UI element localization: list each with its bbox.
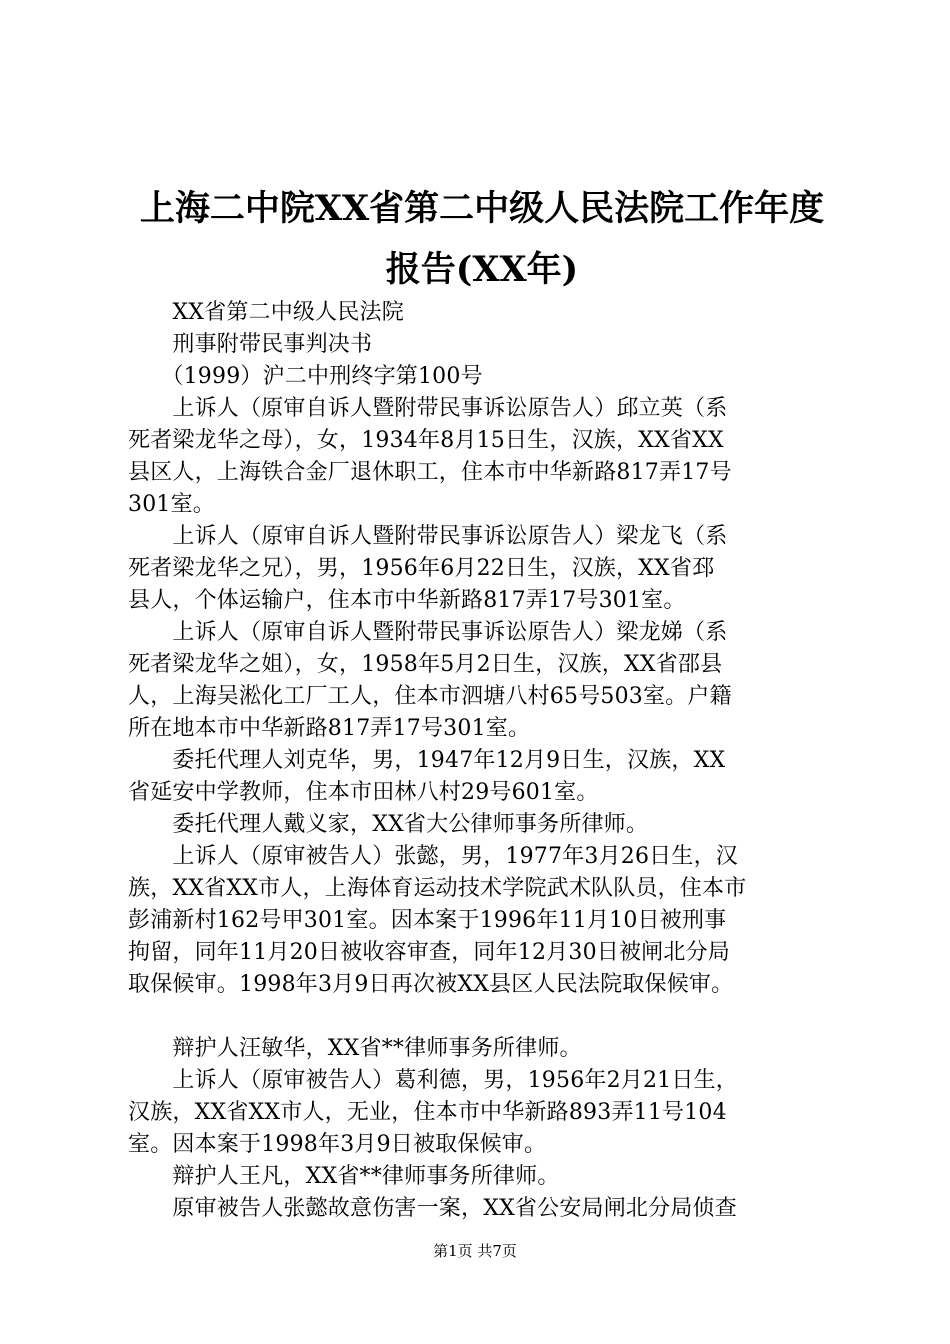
body-text-line: 汉族，XX省XX市人，无业，住本市中华新路893弄11号104 xyxy=(128,1100,727,1125)
body-text-line: 上诉人（原审自诉人暨附带民事诉讼原告人）梁龙娣（系 xyxy=(128,620,728,645)
body-text-line: XX省第二中级人民法院 xyxy=(128,300,404,325)
body-text-line: 委托代理人戴义家，XX省大公律师事务所律师。 xyxy=(128,812,649,837)
body-text-line: 取保候审。1998年3月9日再次被XX县区人民法院取保候审。 xyxy=(128,972,734,997)
body-text-line: 上诉人（原审自诉人暨附带民事诉讼原告人）邱立英（系 xyxy=(128,396,728,421)
body-text-line: 所在地本市中华新路817弄17号301室。 xyxy=(128,716,531,741)
body-text-line: （1999）沪二中刑终字第100号 xyxy=(128,364,483,389)
body-text-line: 死者梁龙华之姐），女，1958年5月2日生，汉族，XX省邵县 xyxy=(128,652,723,677)
body-text-line: 辩护人王凡，XX省**律师事务所律师。 xyxy=(128,1164,560,1189)
body-text-line: 委托代理人刘克华，男，1947年12月9日生，汉族，XX xyxy=(128,748,726,773)
body-text-line: 县区人，上海铁合金厂退休职工，住本市中华新路817弄17号 xyxy=(128,460,732,485)
body-text-line: 彭浦新村162号甲301室。因本案于1996年11月10日被刑事 xyxy=(128,908,727,933)
body-text-line: 族，XX省XX市人，上海体育运动技术学院武术队队员，住本市 xyxy=(128,876,747,901)
body-text-line: 上诉人（原审自诉人暨附带民事诉讼原告人）梁龙飞（系 xyxy=(128,524,728,549)
body-text-line: 省延安中学教师，住本市田林八村29号601室。 xyxy=(128,780,599,805)
body-text-line: 上诉人（原审被告人）张懿，男，1977年3月26日生，汉 xyxy=(128,844,738,869)
body-text-line: 刑事附带民事判决书 xyxy=(128,332,373,357)
blank-line xyxy=(128,1001,838,1033)
body-text-line: 301室。 xyxy=(128,492,215,517)
document-body xyxy=(128,297,838,1225)
body-text-line: 室。因本案于1998年3月9日被取保候审。 xyxy=(128,1132,547,1157)
body-text-line: 死者梁龙华之兄），男，1956年6月22日生，汉族，XX省邳 xyxy=(128,556,715,581)
document-title-line-1: 上海二中院XX省第二中级人民法院工作年度 xyxy=(139,188,825,229)
page-number-footer: 第1页 共7页 xyxy=(433,1242,517,1260)
body-text-line: 县人，个体运输户，住本市中华新路817弄17号301室。 xyxy=(128,588,686,613)
body-text-line: 人，上海吴淞化工厂工人，住本市泗塘八村65号503室。户籍 xyxy=(128,684,732,709)
body-text-line: 死者梁龙华之母），女，1934年8月15日生，汉族，XX省XX xyxy=(128,428,724,453)
body-text-line: 原审被告人张懿故意伤害一案，XX省公安局闸北分局侦查 xyxy=(128,1196,737,1221)
body-text-line: 辩护人汪敏华，XX省**律师事务所律师。 xyxy=(128,1036,582,1061)
body-text-line: 上诉人（原审被告人）葛利德，男，1956年2月21日生， xyxy=(128,1068,738,1093)
body-text-line: 拘留，同年11月20日被收容审查，同年12月30日被闸北分局 xyxy=(128,940,730,965)
document-title-line-2: 报告(XX年) xyxy=(385,249,579,290)
